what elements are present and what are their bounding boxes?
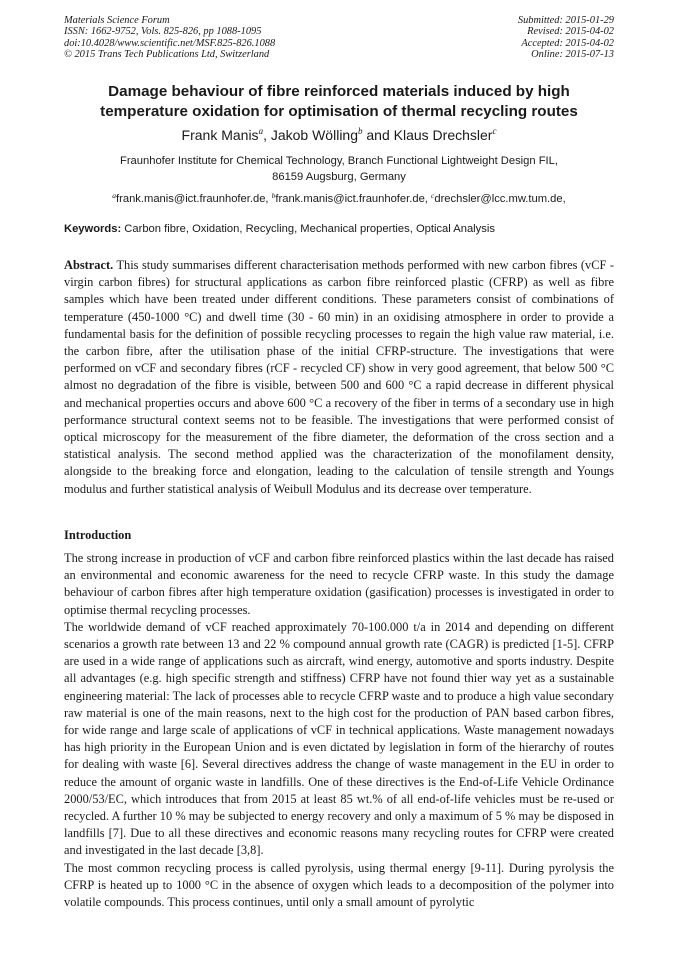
introduction-paragraph: The strong increase in production of vCF and carbon fibre reinforced plastics within the last decade has raised an environmental and economic awareness for the need to recycle CFRP waste. In this study the damage behaviour of carbon fibres after high temperature oxidation (gasification) processes is investigated in order to optimise thermal recycling processes. — [64, 551, 614, 617]
journal-name: Materials Science Forum — [64, 15, 170, 26]
date-revised: Revised: 2015-04-02 — [527, 26, 614, 38]
paper-title: Damage behaviour of fibre reinforced materials induced by high temperature oxidation for optimisation of thermal recycling routes — [100, 83, 578, 120]
journal-copyright: © 2015 Trans Tech Publications Ltd, Switzerland — [64, 49, 270, 61]
introduction-body — [64, 550, 614, 911]
email-superscript: b — [271, 191, 276, 200]
date-accepted: Accepted: 2015-04-02 — [521, 37, 614, 49]
email-link[interactable]: drechsler@lcc.mw.tum.de, — [434, 193, 566, 205]
email-link[interactable]: frank.manis@ict.fraunhofer.de, — [275, 193, 432, 205]
abstract-paragraph — [64, 257, 614, 498]
section-heading-introduction: Introduction — [64, 528, 132, 542]
journal-info — [64, 15, 275, 61]
author-list — [64, 127, 614, 144]
email-superscript: a — [112, 191, 117, 200]
journal-doi: doi:10.4028/www.scientific.net/MSF.825-826.1088 — [64, 37, 276, 49]
abstract — [64, 257, 614, 498]
author-name: Frank Manis — [181, 127, 259, 143]
date-submitted: Submitted: 2015-01-29 — [517, 15, 614, 26]
affiliation — [64, 153, 614, 185]
email-link[interactable]: frank.manis@ict.fraunhofer.de, — [116, 193, 272, 205]
affiliation-line: 86159 Augsburg, Germany — [272, 171, 406, 183]
affiliation-line: Fraunhofer Institute for Chemical Technology, Branch Functional Lightweight Design FIL, — [120, 155, 558, 167]
author-name: Klaus Drechsler — [393, 127, 493, 143]
journal-issn: ISSN: 1662-9752, Vols. 825-826, pp 1088-1095 — [64, 26, 262, 38]
publication-dates — [518, 15, 614, 61]
keywords-label: Keywords: — [64, 223, 122, 235]
keywords-text: Carbon fibre, Oxidation, Recycling, Mechanical properties, Optical Analysis — [121, 223, 495, 235]
author-name: Jakob Wölling — [270, 127, 358, 143]
introduction-paragraph: The most common recycling process is called pyrolysis, using thermal energy [9-11]. During pyrolysis the CFRP is heated up to 1000 °C in the absence of oxygen which leads to a decomposition of the polymer into volatile compounds. This process continues, until only a small amount of pyrolytic — [64, 860, 614, 910]
keywords — [64, 221, 614, 237]
date-online: Online: 2015-07-13 — [531, 49, 614, 61]
author-superscript: a — [258, 126, 264, 136]
abstract-label: Abstract. — [64, 258, 114, 272]
author-superscript: c — [492, 126, 497, 136]
author-emails — [64, 191, 614, 207]
author-separator: and — [362, 127, 394, 143]
introduction-paragraph: The worldwide demand of vCF reached approximately 70-100.000 t/a in 2014 and depending on different scenarios a growth rate between 13 and 22 % compound annual growth rate (CAGR) is predicted [1-5]. CFRP are used in a wide range of applications such as aircraft, wind energy, automotive and sports industry. Despite all advantages (e.g. high specific strength and stiffness) CFRP have not found thier way yet as a sustainable engineering material: The lack of processes able to recycle CFRP waste and to produce a high value secondary raw material is one of the main reasons, next to the high cost for the production of PAN based carbon fibres, for wide range and large scale of applications of vCF in technical applications. Waste management nowadays has high priority in the European Union and is even dictated by legislation in form of the hierarchy of routes for dealing with waste [6]. Several directives address the change of waste management in the EU in order to reduce the amount of organic waste in landfills. One of these directives is the End-of-Life Vehicle Ordinance 2000/53/EC, which introduces that from 2015 at least 85 wt.% of all end-of-life vehicles must be re-used or recycled. A further 10 % may be subjected to energy recovery and only a maximum of 5 % may be disposed in landfills [7]. Due to all these directives and economic reasons many recycling routes for CFRP were created and investigated in the last decade [3,8]. — [64, 619, 614, 858]
email-superscript: c — [431, 191, 435, 200]
author-superscript: b — [358, 126, 363, 136]
journal-header — [64, 15, 614, 65]
abstract-text: This study summarises different characterisation methods performed with new carbon fibres (vCF - virgin carbon fibres) for structural applications as carbon fibre reinforced plastic (CFRP) as well as fibre samples which have been treated under different conditions. These parameters consist of combinations of temperature (450-1000 °C) and dwell time (30 - 60 min) in an oxidising atmosphere in order to provide a fundamental basis for the definition of possible recycling processes to regain the high value raw material, i.e. the carbon fibre, after the utilisation phase of the initial CFRP-structure. The investigations that were performed on vCF and secondary fibres (rCF - recycled CF) show in very good agreement, that below 500 °C almost no degradation of the fibre is visible, between 500 and 600 °C a rapid decrease in different physical and mechanical properties occurs and above 600 °C a recovery of the fiber in terms of a secondary use in high performance structural context seems not to be feasible. The investigations that were performed consist of optical microscopy for the measurement of the fibre diameter, the deformation of the cross section and a statistical analysis. The second method applied was the characterization of the monofilament density, alongside to the breaking force and elongation, leading to the calculation of tensile strength and Youngs modulus and further statistical analysis of Weibull Modulus and its decrease over temperature. — [64, 258, 614, 496]
author-separator: , — [263, 127, 271, 143]
